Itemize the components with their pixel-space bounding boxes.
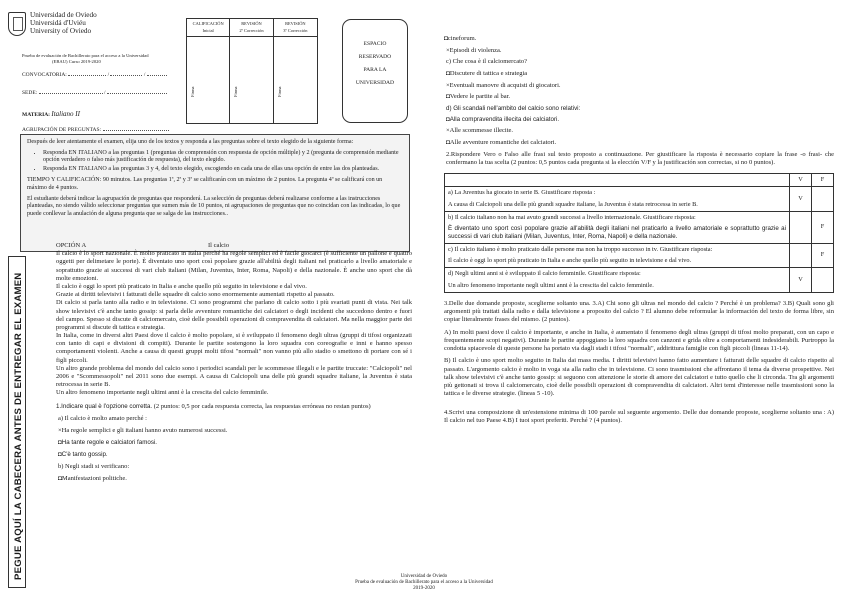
table-row — [445, 187, 834, 212]
column-header-f: F — [812, 174, 834, 187]
row-question: b) Il calcio italiano non ha mai avuto grandi successi a livello internazionale. Giustificare risposta: — [448, 214, 696, 222]
text-paragraph: Il calcio è oggi lo sport più praticato in Italia e anche quello più seguito in televisione e dal vivo. — [56, 282, 307, 290]
q1-option: ◘cineforum. — [444, 35, 477, 42]
q1-title-row — [56, 403, 412, 411]
instructions-intro: Después de leer atentamente el examen, elija uno de los textos y responda a las preguntas sobre el texto elegido de la siguiente forma: — [27, 139, 354, 145]
row-justification: È diventato uno sport così popolare grazie all'abilità degli italiani nel praticarlo a livello amatoriale e soprattutto grazie ai successi di vari club italiani (Milan, Juventus, Inter, Roma, Napoli) e della nazionale. — [448, 225, 786, 240]
footer-line: Prueba de evaluación de Bachillerato para el acceso a la Universidad — [355, 580, 493, 585]
q4-title: 4.Scrivi una composizione di un'estensione minima di 100 parole sul seguente argomento. Delle due domande proposte, sceglierne soltanto una : A) Il calcio nel tuo Paese 4.B) I tuoi sport preferiti. Perché ? (4 puntos). — [444, 408, 834, 424]
row-f-mark — [812, 187, 834, 212]
row-v-mark — [790, 243, 812, 267]
text-title-row — [56, 242, 412, 250]
row-question: a) La Juventus ha giocato in serie B. Giustificare risposta : — [448, 189, 596, 197]
grading-col2-title: REVISIÓN — [241, 21, 262, 26]
text-paragraph: Il calcio è lo sport nazionale. È molto praticato in Italia perché ha regole semplici ed è facile giocarci (è sufficiente un pallone e quattro oggetti per delimetare le porte). È diventato uno sport così popolare grazie all'abilità degli italiani nel praticarlo a livello amatoriale e soprattutto grazie ai successi di vari club italiani (Milan, Juventus, Inter, Roma, Napoli) e della nazionale. È anche uno sport che dà molte emozioni. — [56, 250, 412, 282]
materia-row — [22, 110, 169, 119]
table-header-row — [445, 174, 834, 187]
q1-option: ◘C'è tanto gossip. — [58, 450, 108, 458]
text-paragraph: Di calcio si parla tanto alla radio e in televisione. Ci sono programmi che parlano di calcio sotto i più svariati punti di vista. Nei talk show televisivi c'è anche tanto gossip: si parla delle avventure romantiche dei calciatori o degli incidenti che succedono dentro e fuori del campo. Spesso si discute di calciomercato, cioè delle possibili operazioni di compravendita di calciatori. Ma nella maggior parte dei programmi si discute di tattica e strategia. — [56, 299, 412, 331]
q1-option: ◘Discutere di tattica e strategia — [446, 69, 528, 77]
convocatoria-label: CONVOCATORIA: — [22, 72, 67, 78]
row-justification: Un altro fenomeno importante negli ultimi anni è la crescita del calcio femminile. — [448, 281, 654, 289]
q1-option: ◘Manifestazioni politiche. — [58, 474, 127, 482]
grading-col-inicial — [187, 19, 230, 123]
instructions-bullet: • Responda EN ITALIANO a las preguntas 1 (preguntas de comprensión con respuesta de opción múltiple) y 2 (pregunta de comprensión mediante opción verdadero o falso más justificación de respuesta), del texto elegido. — [43, 150, 403, 165]
text-title: Il calcio — [208, 242, 230, 249]
q1-option: ◘Alla compravendita illecita dei calciatori. — [446, 116, 560, 124]
instructions-bullet: • Responda EN ITALIANO a las preguntas 3 y 4, del texto elegido, escogiendo en cada una de ellas una opción de entre las dos planteadas. — [43, 166, 403, 174]
grading-col1-title: CALIFICACIÓN — [192, 21, 224, 26]
q1-c-stem: c) Che cosa è il calciomercato? — [446, 58, 528, 66]
espacio-line: PARA LA — [363, 66, 387, 73]
espacio-line: ESPACIO — [363, 41, 387, 47]
text-paragraph: Un altro grande problema del mondo del calcio sono i periodici scandali per le scommesse illegali e le partite truccate: "Calciopoli" nel 2006 e "Scommessopoli" nel 2011 sono due esempi. A causa di Calciopoli una delle più grandi squadre italiane, la Juventus è stata retrocessa in serie B. — [56, 364, 412, 389]
q2-title: 2.Risponderе Vero o Falso alle frasi sul testo proposto a continuazione. Per giustificare la risposta è necessario copiare la frase -o frasi- che confermano la tua scelta (2 puntos: 0,5 puntos cada pregunta si la elección V/F y la justificación son correctas, si no 0 puntos). — [446, 150, 834, 166]
q1-option: ×Eventuali manovre di acquisti di giocatori. — [446, 81, 561, 89]
table-row — [445, 212, 834, 244]
q3-title: 3.Delle due domande proposte, sceglierne soltanto una. 3.A) Chi sono gli ultras nel mondo del calcio ? Perché è un problema? 3.B) Quali sono gli argomenti più trattati dalla radio e dalla televisione a proposito del calcio ? El alumno debe reformular la información del texto de forma libre, sin copiar literalmente frases del mismo. (2 puntos). — [444, 299, 834, 324]
row-v-mark: V — [790, 187, 812, 212]
grading-col-tercera — [274, 19, 317, 123]
materia-label: MATERIA: — [22, 112, 51, 119]
espacio-line: RESERVADO — [358, 53, 392, 60]
table-row — [445, 243, 834, 267]
row-f-mark: F — [812, 243, 834, 267]
page-footer — [300, 574, 548, 592]
sede-label: SEDE: — [22, 89, 38, 96]
q1-d-stem: d) Gli scandali nell'ambito del calcio sono relativi: — [446, 104, 581, 112]
row-v-mark: V — [790, 267, 812, 292]
q3-answer-a: A) In molti paesi dove il calcio è importante, e anche in Italia, è aumentato il fenomeno degli ultras (gruppi di tifosi molto preparati, con un capo e frequentemente scopi negativi). Durante le partite appoggiano la loro squadra con canzoni e grida oltre a comportamenti indesiderabili. Purtroppo la condotta spiacevole di queste persone ha portato via dagli stadi i tifosi "normali", addirittura famiglie con figli piccoli (lineas 11-14). — [444, 328, 834, 353]
university-line: Universidá d'Uviéu — [30, 18, 86, 27]
university-line: University of Oviedo — [30, 26, 92, 35]
q1-b-stem: b) Negli stadi si verificano: — [58, 462, 130, 470]
instructions-list — [43, 150, 403, 174]
grading-col3-title: REVISIÓN — [285, 21, 306, 26]
exam-line: Prueba de evaluación de Bachillerato para el acceso a la Universidad — [22, 53, 149, 58]
sede-row: SEDE: / — [22, 89, 169, 97]
row-f-mark — [812, 267, 834, 292]
firma-label: Firma — [233, 86, 239, 98]
instructions-box — [20, 134, 410, 252]
true-false-table — [444, 173, 834, 293]
instructions-tiempo: TIEMPO Y CALIFICACIÓN: 90 minutos. Las preguntas 1ª, 2ª y 3ª se calificarán con un máximo de 2 puntos. La pregunta 4ª se calificará con un máximo de 4 puntos. — [27, 177, 383, 192]
grading-col2-sub: 2º Corrección — [239, 27, 264, 33]
q1-option: ×Ha regole semplici e gli italiani hanno avuto numerosi successi. — [58, 426, 228, 434]
q1-option: ×Alle scommesse illecite. — [446, 127, 514, 135]
table-header-blank — [445, 174, 790, 187]
text-paragraph: In Italia, come in diversi altri Paesi dove il calcio è molto popolare, si è sviluppato il fenomeno degli ultras (gruppi di tifosi organizzati con tanto di capi e divisioni di compiti). Durante le partite sostengono la loro squadra con coreografie e inni e hanno spesso comportamenti violenti. Anche a causa di questi gruppi molti tifosi "normali" non vanno più allo stadio o smettono di portare con sé i figli piccoli. — [56, 332, 412, 364]
q1-title: 1.Indicare qual è l'opzione corretta. — [56, 402, 153, 410]
instructions-agrupacion: El estudiante deberá indicar la agrupación de preguntas que responderá. La selección de preguntas deberá realizarse conforme a las instrucciones planteadas, no siendo válido seleccionar preguntas que sumen más de 10 puntos, ni agrupaciones de preguntas que no coincidan con las indicadas, lo que puede conllevar la anulación de alguna pregunta que se salga de las instrucciones.. — [27, 195, 401, 217]
firma-label: Firma — [190, 86, 195, 98]
grading-col-segunda — [230, 19, 273, 123]
option-label: OPCIÓN A — [56, 242, 87, 249]
q1-instruction: (2 puntos: 0,5 por cada respuesta correcta, las respuestas erróneas no restan puntos) — [153, 402, 371, 410]
q1-option: ◘Vedere le partite al bar. — [446, 93, 511, 101]
row-question: c) Il calcio italiano è molto praticato dalle persone ma non ha troppo successo in tv. Giustificare risposta: — [448, 245, 713, 253]
q1-option: ◘Ha tante regole e calciatori famosi. — [58, 439, 158, 447]
row-f-mark: F — [812, 212, 834, 244]
q1-option: ×Episodi di violenza. — [446, 46, 502, 54]
agrupacion-label: AGRUPACIÓN DE PREGUNTAS: — [22, 126, 102, 133]
university-name — [30, 12, 97, 36]
espacio-line: UNIVERSIDAD — [355, 79, 395, 86]
footer-line: 2019-2020 — [413, 586, 435, 591]
exam-header-block — [22, 53, 169, 133]
grading-col1-sub: Inicial — [202, 27, 214, 33]
q3-answer-b: B) Il calcio è uno sport molto seguito in Italia dai mass media. I diritti televisivi hanno fatto aumentare i fatturati delle squadre di calcio rispetto al passato. L'argomento calcio è molto in voga sia alla radio che in televisione. Ci sono trasmissioni che affrontano il tema da diverse prospettive. Nei talk show televisivi c'è anche tanto gossip: si seguono con attenzione le storie di amore dei calciatori e tutto quello che li circonda. Tra gli argomenti più gettonati si trova il calciomercato, cioè delle possibili operazioni di compravendita di calciatori. Altri temi d'interesse nelle trasmissioni sono la tattica e le diverse strategie. (lineas 5 -10). — [444, 357, 834, 398]
firma-label: Firma — [276, 86, 282, 98]
table-row — [445, 267, 834, 292]
grading-col3-sub: 3º Corrección — [283, 27, 308, 33]
row-justification: Il calcio è oggi lo sport più praticato in Italia e anche quello più seguito in televisione e dal vivo. — [448, 256, 692, 264]
university-line: Universidad de Oviedo — [30, 11, 97, 19]
materia-value: Italiano II — [51, 110, 80, 119]
column-header-v: V — [790, 174, 812, 187]
q1-option: ◘Alle avventure romantiche dei calciatori. — [446, 139, 557, 147]
exam-sub: (EBAU) Curso 2019-2020 — [52, 58, 101, 64]
row-question: d) Negli ultimi anni si è sviluppato il calcio femminile. Giustificare risposta: — [448, 269, 641, 277]
row-v-mark — [790, 212, 812, 244]
q1-a-stem: a) Il calcio è molto amato perché : — [58, 414, 147, 422]
side-banner-text: PEGUE AQUÍ LA CABECERA ANTES DE ENTREGAR EL EXAMEN — [13, 272, 24, 580]
row-justification: A causa di Calciopoli una delle più grandi squadre italiane, la Juventus è stata retrocessa in serie B. — [448, 201, 698, 209]
university-logo — [8, 12, 26, 36]
text-paragraph: Grazie ai diritti televisivi i fatturati delle squadre di calcio sono enormemente aumentati rispetto al passato. — [56, 291, 335, 299]
footer-line: Universidad de Oviedo — [400, 574, 448, 579]
espacio-reservado-box — [342, 19, 408, 123]
right-column — [444, 36, 834, 425]
convocatoria-row: CONVOCATORIA: / / — [22, 71, 169, 79]
agrupacion-row — [22, 126, 169, 134]
grading-table — [186, 18, 318, 124]
text-paragraph: Un altro fenomeno importante negli ultimi anni è la crescita del calcio femminile. — [56, 389, 269, 397]
reading-text — [56, 242, 412, 483]
